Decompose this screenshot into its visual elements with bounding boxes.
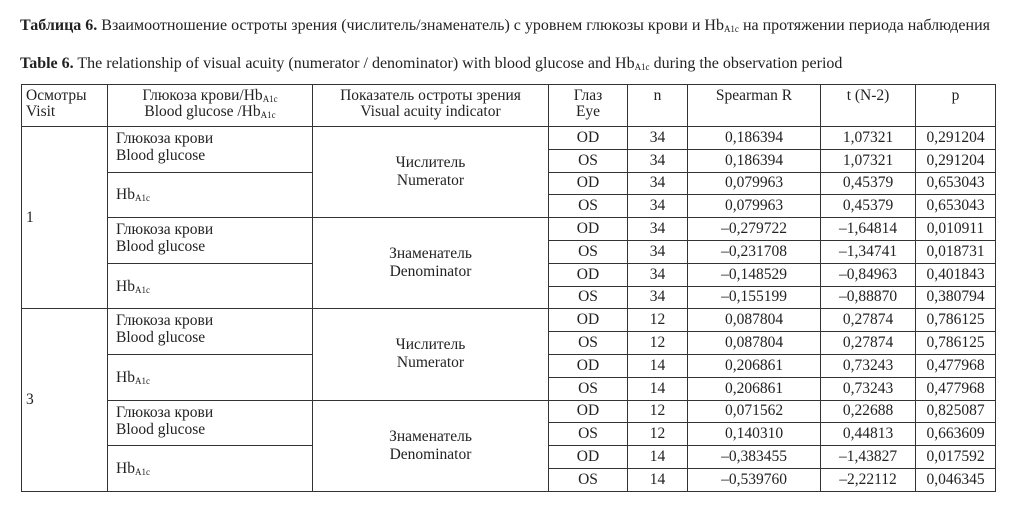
- header-glucose-en-sub: A1c: [260, 110, 276, 120]
- t-cell: 0,73243: [821, 377, 916, 400]
- spearman-cell: 0,079963: [688, 195, 821, 218]
- t-cell: 0,27874: [821, 332, 916, 355]
- spearman-cell: 0,087804: [688, 332, 821, 355]
- variable-hba1c: [108, 446, 313, 492]
- header-eye: [549, 85, 628, 127]
- indicator-denominator: [313, 218, 549, 309]
- n-cell: 12: [628, 423, 688, 446]
- indicator-numerator-ru: Числитель: [395, 336, 466, 354]
- eye-cell: OS: [549, 195, 628, 218]
- indicator-denominator-ru: Знаменатель: [389, 245, 472, 263]
- header-visit: [22, 85, 108, 127]
- eye-cell: OS: [549, 468, 628, 491]
- eye-cell: OD: [549, 263, 628, 286]
- t-cell: 0,45379: [821, 195, 916, 218]
- p-cell: 0,653043: [916, 195, 996, 218]
- indicator-numerator-en: Numerator: [396, 172, 465, 190]
- t-cell: 0,27874: [821, 309, 916, 332]
- spearman-cell: –0,148529: [688, 263, 821, 286]
- p-cell: 0,291204: [916, 149, 996, 172]
- variable-glucose: [108, 309, 313, 355]
- p-cell: 0,380794: [916, 286, 996, 309]
- header-eye-en: Eye: [575, 103, 601, 120]
- results-table: [21, 84, 996, 492]
- header-indicator: [313, 85, 549, 127]
- variable-hb: Hb: [116, 277, 135, 295]
- indicator-numerator-en: Numerator: [396, 354, 465, 372]
- t-cell: –0,84963: [821, 263, 916, 286]
- header-visit-en: Visit: [26, 103, 56, 120]
- indicator-numerator: [313, 127, 549, 218]
- caption-ru-text: Взаимоотношение остроты зрения (числитель/знаменатель) с уровнем глюкозы крови и Hb: [97, 17, 724, 34]
- n-cell: 14: [628, 446, 688, 469]
- caption-ru-label: Таблица 6.: [20, 17, 98, 34]
- variable-glucose: [108, 218, 313, 264]
- indicator-denominator-en: Denominator: [389, 445, 472, 463]
- table-row: [22, 127, 996, 150]
- variable-hb-sub: A1c: [134, 284, 150, 295]
- t-cell: 0,22688: [821, 400, 916, 423]
- spearman-cell: 0,186394: [688, 149, 821, 172]
- table-row: [22, 400, 996, 423]
- header-n: n: [628, 85, 688, 127]
- p-cell: 0,663609: [916, 423, 996, 446]
- n-cell: 12: [628, 400, 688, 423]
- header-row: [22, 85, 996, 127]
- variable-hb-sub: A1c: [134, 375, 150, 386]
- variable-hba1c: [108, 354, 313, 400]
- eye-cell: OS: [549, 332, 628, 355]
- spearman-cell: 0,071562: [688, 400, 821, 423]
- caption-ru-text-end: на протяжении периода наблюдения: [738, 17, 990, 34]
- eye-cell: OD: [549, 446, 628, 469]
- variable-glucose-ru: Глюкоза крови: [116, 221, 214, 239]
- eye-cell: OD: [549, 354, 628, 377]
- table-row: [22, 309, 996, 332]
- caption-ru: [20, 17, 1010, 34]
- t-cell: –1,64814: [821, 218, 916, 241]
- header-glucose-ru-sub: A1c: [262, 94, 278, 104]
- p-cell: 0,046345: [916, 468, 996, 491]
- header-visit-ru: Осмотры: [26, 87, 87, 104]
- t-cell: 0,45379: [821, 172, 916, 195]
- spearman-cell: –0,231708: [688, 240, 821, 263]
- variable-hba1c: [108, 172, 313, 218]
- p-cell: 0,653043: [916, 172, 996, 195]
- t-cell: –1,34741: [821, 240, 916, 263]
- n-cell: 34: [628, 172, 688, 195]
- variable-hb-sub: A1c: [134, 466, 150, 477]
- t-cell: 1,07321: [821, 127, 916, 150]
- n-cell: 14: [628, 354, 688, 377]
- t-cell: 0,73243: [821, 354, 916, 377]
- caption-en-text: The relationship of visual acuity (numerator / denominator) with blood glucose and Hb: [73, 55, 635, 72]
- spearman-cell: –0,383455: [688, 446, 821, 469]
- p-cell: 0,017592: [916, 446, 996, 469]
- variable-hb: Hb: [116, 459, 135, 477]
- t-cell: –0,88870: [821, 286, 916, 309]
- header-glucose: [108, 85, 313, 127]
- variable-glucose-en: Blood glucose: [116, 147, 206, 164]
- variable-hba1c: [108, 263, 313, 309]
- header-indicator-en: Visual acuity indicator: [360, 103, 501, 120]
- p-cell: 0,477968: [916, 377, 996, 400]
- p-cell: 0,477968: [916, 354, 996, 377]
- n-cell: 12: [628, 332, 688, 355]
- p-cell: 0,786125: [916, 309, 996, 332]
- t-cell: –1,43827: [821, 446, 916, 469]
- p-cell: 0,786125: [916, 332, 996, 355]
- variable-glucose-en: Blood glucose: [116, 329, 206, 347]
- variable-glucose-ru: Глюкоза крови: [116, 312, 214, 330]
- eye-cell: OD: [549, 218, 628, 241]
- eye-cell: OS: [549, 423, 628, 446]
- variable-glucose-ru: Глюкоза крови: [116, 403, 214, 421]
- p-cell: 0,291204: [916, 127, 996, 150]
- header-t: t (N-2): [821, 85, 916, 127]
- p-cell: 0,401843: [916, 263, 996, 286]
- caption-ru-sub: A1c: [723, 24, 739, 34]
- eye-cell: OS: [549, 377, 628, 400]
- header-glucose-en: Blood glucose /Hb: [144, 103, 261, 120]
- caption-en-text-end: during the observation period: [649, 55, 843, 72]
- n-cell: 34: [628, 149, 688, 172]
- table-row: [22, 218, 996, 241]
- t-cell: 0,44813: [821, 423, 916, 446]
- spearman-cell: 0,087804: [688, 309, 821, 332]
- indicator-numerator-ru: Числитель: [395, 154, 466, 172]
- n-cell: 34: [628, 286, 688, 309]
- p-cell: 0,018731: [916, 240, 996, 263]
- spearman-cell: 0,186394: [688, 127, 821, 150]
- caption-en-sub: A1c: [634, 62, 650, 72]
- indicator-numerator: [313, 309, 549, 400]
- header-eye-ru: Глаз: [573, 87, 603, 104]
- variable-glucose: [108, 127, 313, 173]
- header-p: p: [916, 85, 996, 127]
- header-indicator-ru: Показатель остроты зрения: [340, 87, 521, 104]
- n-cell: 34: [628, 263, 688, 286]
- variable-hb: Hb: [116, 368, 135, 386]
- n-cell: 12: [628, 309, 688, 332]
- header-spearman: Spearman R: [688, 85, 821, 127]
- variable-hb: Hb: [116, 186, 135, 204]
- eye-cell: OD: [549, 172, 628, 195]
- caption-en: [20, 55, 1010, 72]
- n-cell: 34: [628, 127, 688, 150]
- spearman-cell: 0,079963: [688, 172, 821, 195]
- t-cell: –2,22112: [821, 468, 916, 491]
- variable-glucose-en: Blood glucose: [116, 420, 206, 438]
- spearman-cell: 0,140310: [688, 423, 821, 446]
- variable-hb-sub: A1c: [134, 193, 150, 204]
- spearman-cell: –0,155199: [688, 286, 821, 309]
- indicator-denominator: [313, 400, 549, 491]
- eye-cell: OD: [549, 309, 628, 332]
- variable-glucose-en: Blood glucose: [116, 238, 206, 256]
- n-cell: 34: [628, 195, 688, 218]
- p-cell: 0,825087: [916, 400, 996, 423]
- header-glucose-ru: Глюкоза крови/Hb: [142, 87, 263, 104]
- eye-cell: OD: [549, 127, 628, 150]
- n-cell: 14: [628, 377, 688, 400]
- t-cell: 1,07321: [821, 149, 916, 172]
- spearman-cell: 0,206861: [688, 377, 821, 400]
- variable-glucose: [108, 400, 313, 446]
- eye-cell: OS: [549, 240, 628, 263]
- n-cell: 34: [628, 240, 688, 263]
- spearman-cell: –0,279722: [688, 218, 821, 241]
- eye-cell: OS: [549, 286, 628, 309]
- spearman-cell: 0,206861: [688, 354, 821, 377]
- caption-en-label: Table 6.: [20, 55, 74, 72]
- p-cell: 0,010911: [916, 218, 996, 241]
- eye-cell: OD: [549, 400, 628, 423]
- indicator-denominator-ru: Знаменатель: [389, 427, 472, 445]
- n-cell: 14: [628, 468, 688, 491]
- spearman-cell: –0,539760: [688, 468, 821, 491]
- indicator-denominator-en: Denominator: [389, 263, 472, 281]
- visit-cell: 1: [22, 127, 108, 309]
- variable-glucose-ru: Глюкоза крови: [116, 130, 214, 147]
- visit-cell: 3: [22, 309, 108, 491]
- eye-cell: OS: [549, 149, 628, 172]
- n-cell: 34: [628, 218, 688, 241]
